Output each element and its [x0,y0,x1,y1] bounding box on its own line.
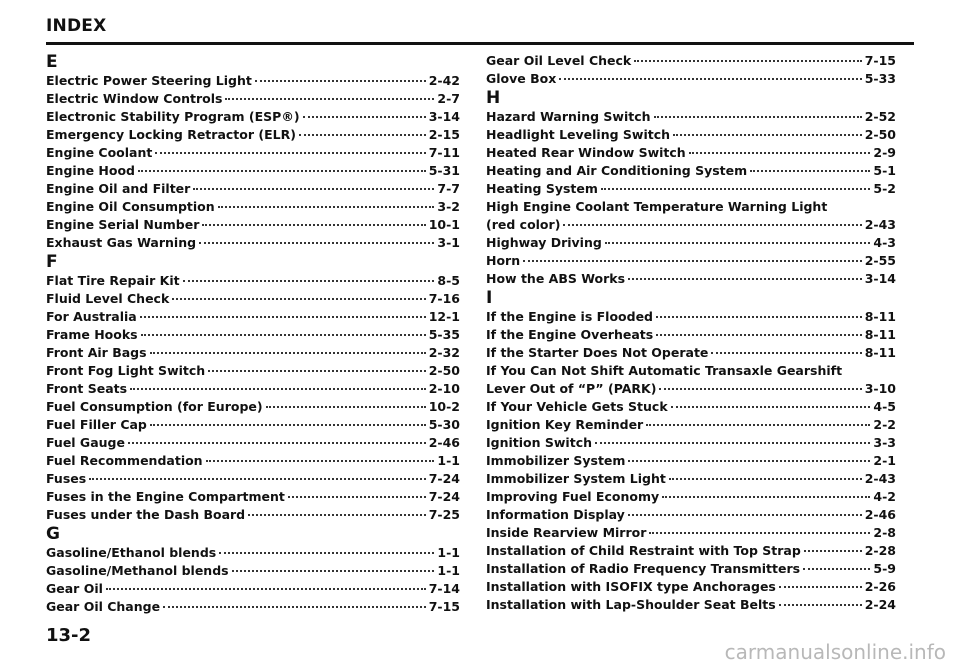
index-column-right [486,52,896,614]
index-entry-page: 2-10 [428,381,460,396]
index-entry-page: 2-28 [864,543,896,558]
index-entry-page: 3-3 [873,435,896,450]
section-letter-h: H [486,88,501,108]
index-entry-title: If the Engine Overheats [486,327,654,342]
index-entry-page: 7-15 [864,53,896,68]
dot-leader [206,460,435,462]
index-entry-page: 5-35 [428,327,460,342]
index-entry-title: Fuel Filler Cap [46,417,147,432]
dot-leader [750,170,870,172]
dot-leader [649,532,870,534]
header-rule [46,42,914,45]
dot-leader [601,188,871,190]
index-entry [486,560,896,578]
dot-leader [804,550,862,552]
index-entry-page: 7-14 [428,581,460,596]
section-e-entries [46,72,460,252]
index-entry [46,144,460,162]
index-entry [486,380,896,398]
index-entry-page: 7-24 [428,471,460,486]
index-entry [46,234,460,252]
index-entry-title: Engine Oil Consumption [46,199,215,214]
index-entry [486,162,896,180]
index-entry [486,470,896,488]
index-entry [486,344,896,362]
index-entry [46,216,460,234]
index-entry-page: 2-55 [864,253,896,268]
index-entry [486,126,896,144]
index-entry [46,72,460,90]
index-entry-title: Flat Tire Repair Kit [46,273,180,288]
dot-leader [218,206,435,208]
index-entry-page: 8-5 [437,273,460,288]
dot-leader [172,298,425,300]
index-entry-page: 2-43 [864,471,896,486]
index-entry [486,596,896,614]
index-entry-page: 3-1 [437,235,460,250]
index-entry-page: 7-24 [428,489,460,504]
index-entry [46,308,460,326]
index-entry-title: Gasoline/Ethanol blends [46,545,217,560]
index-entry-title: Emergency Locking Retractor (ELR) [46,127,296,142]
index-entry-title: How the ABS Works [486,271,626,286]
index-entry [46,162,460,180]
index-entry-page: 4-5 [873,399,896,414]
dot-leader [605,242,871,244]
dot-leader [779,586,862,588]
index-entry [486,70,896,88]
index-entry-title: For Australia [46,309,137,324]
section-g-entries [46,544,460,616]
index-entry-title: Engine Coolant [46,145,153,160]
dot-leader [595,442,870,444]
dot-leader [523,260,862,262]
index-entry-page: 10-1 [428,217,460,232]
dot-leader [711,352,861,354]
index-entry [46,326,460,344]
index-entry-title: Fuel Consumption (for Europe) [46,399,263,414]
index-entry [46,434,460,452]
index-entry [486,488,896,506]
index-entry [46,506,460,524]
index-entry-page: 7-16 [428,291,460,306]
index-entry-title: Engine Serial Number [46,217,200,232]
index-entry-title: Fuses under the Dash Board [46,507,246,522]
index-entry-page: 2-15 [428,127,460,142]
index-entry-title: Inside Rearview Mirror [486,525,647,540]
dot-leader [628,460,870,462]
index-entry-page: 2-46 [428,435,460,450]
index-entry-title: Heating and Air Conditioning System [486,163,748,178]
index-entry-title: Electronic Stability Program (ESP®) [46,109,300,124]
index-entry-title: Installation of Radio Frequency Transmitters [486,561,801,576]
index-entry-title: Front Air Bags [46,345,147,360]
index-entry-page: 5-1 [873,163,896,178]
index-entry-title: Engine Hood [46,163,135,178]
index-entry [46,290,460,308]
dot-leader [219,552,434,554]
index-entry-page: 8-11 [864,327,896,342]
dot-leader [671,406,871,408]
dot-leader [106,588,426,590]
dot-leader [193,188,434,190]
index-entry [46,272,460,290]
dot-leader [656,316,862,318]
index-entry-page: 1-1 [437,453,460,468]
index-entry-title: Gear Oil Level Check [486,53,632,68]
index-entry-title: Fuses in the Engine Compartment [46,489,285,504]
index-entry [486,144,896,162]
index-entry-page: 2-24 [864,597,896,612]
dot-leader [628,514,862,516]
index-entry-title: Installation with ISOFIX type Anchorages [486,579,776,594]
index-entry [46,380,460,398]
dot-leader [255,80,426,82]
index-entry-title: Frame Hooks [46,327,138,342]
index-entry [46,562,460,580]
index-column-left [46,52,460,616]
index-entry-title: Installation of Child Restraint with Top Strap [486,543,801,558]
index-entry-title: Glove Box [486,71,557,86]
index-entry [486,270,896,288]
dot-leader [183,280,435,282]
index-entry-page: 2-2 [873,417,896,432]
dot-leader [559,78,861,80]
index-entry [486,506,896,524]
index-entry [46,416,460,434]
dot-leader [689,152,871,154]
index-entry-page: 1-1 [437,563,460,578]
index-entry-page: 2-52 [864,109,896,124]
index-entry-page: 5-30 [428,417,460,432]
dot-leader [563,224,861,226]
index-entry [46,398,460,416]
index-entry-page: 2-42 [428,73,460,88]
index-entry-title: Exhaust Gas Warning [46,235,197,250]
index-entry [46,198,460,216]
section-letter-f: F [46,252,58,272]
index-entry [46,598,460,616]
dot-leader [128,442,426,444]
index-entry-title: Heating System [486,181,598,196]
watermark: carmanualsonline.info [724,640,946,664]
index-entry-title: Heated Rear Window Switch [486,145,686,160]
index-entry-title: Ignition Key Reminder [486,417,644,432]
index-entry-title: Information Display [486,507,625,522]
dot-leader [150,424,426,426]
index-entry [486,542,896,560]
index-entry [46,470,460,488]
dot-leader [232,570,435,572]
index-entry-page: 4-3 [873,235,896,250]
dot-leader [646,424,870,426]
index-entry-page: 3-10 [864,381,896,396]
index-entry [46,108,460,126]
index-entry-page: 3-14 [428,109,460,124]
index-entry-page: 2-8 [873,525,896,540]
index-entry-page: 2-50 [864,127,896,142]
dot-leader [140,316,426,318]
index-entry-line: High Engine Coolant Temperature Warning Light [486,199,828,214]
index-entry-title: (red color) [486,217,561,232]
page-number: 13-2 [46,625,92,646]
index-entry-page: 2-50 [428,363,460,378]
section-g-continued-entries [486,52,896,88]
index-entry-page: 7-15 [428,599,460,614]
index-entry-page: 2-9 [873,145,896,160]
index-entry [46,362,460,380]
index-entry-page: 10-2 [428,399,460,414]
index-entry [46,452,460,470]
index-entry-title: Front Seats [46,381,128,396]
section-letter-i: I [486,288,493,308]
dot-leader [628,278,862,280]
section-f-entries [46,272,460,524]
index-entry-title: Horn [486,253,521,268]
dot-leader [303,116,426,118]
index-entry [486,326,896,344]
index-entry-title: Installation with Lap-Shoulder Seat Belts [486,597,776,612]
section-letter-e: E [46,52,58,72]
dot-leader [656,334,862,336]
index-entry-title: Electric Power Steering Light [46,73,252,88]
index-entry-page: 2-43 [864,217,896,232]
index-entry [486,180,896,198]
dot-leader [662,496,870,498]
dot-leader [199,242,434,244]
index-entry-page: 5-9 [873,561,896,576]
dot-leader [163,606,426,608]
dot-leader [669,478,862,480]
index-entry-page: 7-25 [428,507,460,522]
dot-leader [130,388,426,390]
index-entry-page: 7-11 [428,145,460,160]
index-entry-title: Fluid Level Check [46,291,170,306]
dot-leader [150,352,426,354]
index-entry-title: If Your Vehicle Gets Stuck [486,399,668,414]
index-entry [486,252,896,270]
index-entry [486,234,896,252]
index-entry-page: 2-26 [864,579,896,594]
dot-leader [803,568,870,570]
index-entry-line: If You Can Not Shift Automatic Transaxle Gearshift [486,363,843,378]
index-entry-title: Hazard Warning Switch [486,109,651,124]
index-entry-title: If the Starter Does Not Operate [486,345,709,360]
index-entry [46,488,460,506]
index-entry-title: Improving Fuel Economy [486,489,660,504]
dot-leader [208,370,426,372]
index-entry [486,524,896,542]
section-letter-g: G [46,524,60,544]
index-entry-page: 3-2 [437,199,460,214]
index-entry-title: Front Fog Light Switch [46,363,206,378]
index-entry [486,452,896,470]
dot-leader [141,334,426,336]
index-entry [486,398,896,416]
section-h-entries [486,108,896,288]
index-entry-page: 8-11 [864,345,896,360]
dot-leader [659,388,861,390]
index-entry [486,308,896,326]
dot-leader [634,60,862,62]
index-entry [486,216,896,234]
dot-leader [299,134,426,136]
index-entry-title: Immobilizer System Light [486,471,666,486]
dot-leader [288,496,426,498]
index-entry-page: 4-2 [873,489,896,504]
index-entry-page: 7-7 [437,181,460,196]
index-entry-page: 3-14 [864,271,896,286]
index-entry-page: 2-1 [873,453,896,468]
dot-leader [155,152,425,154]
dot-leader [266,406,426,408]
index-header: INDEX [46,16,107,36]
dot-leader [225,98,434,100]
index-entry [486,578,896,596]
dot-leader [779,604,862,606]
index-entry-title: Lever Out of “P” (PARK) [486,381,657,396]
dot-leader [138,170,426,172]
dot-leader [248,514,426,516]
index-entry [46,580,460,598]
index-entry-title: Gear Oil [46,581,103,596]
index-entry-page: 2-7 [437,91,460,106]
index-entry [486,434,896,452]
index-entry [46,90,460,108]
index-entry-page: 8-11 [864,309,896,324]
dot-leader [673,134,862,136]
index-entry-title: Gasoline/Methanol blends [46,563,229,578]
dot-leader [202,224,425,226]
index-entry [486,108,896,126]
index-entry-title: If the Engine is Flooded [486,309,653,324]
index-entry [486,52,896,70]
index-entry [46,180,460,198]
index-entry-title: Ignition Switch [486,435,592,450]
index-entry-title: Engine Oil and Filter [46,181,191,196]
index-entry-title: Fuses [46,471,87,486]
section-i-entries [486,308,896,614]
dot-leader [89,478,426,480]
index-entry-title: Immobilizer System [486,453,626,468]
dot-leader [654,116,862,118]
index-entry-page: 2-46 [864,507,896,522]
index-entry [46,126,460,144]
index-entry-title: Fuel Recommendation [46,453,203,468]
index-entry-title: Headlight Leveling Switch [486,127,671,142]
index-entry-title: Highway Driving [486,235,602,250]
index-entry [486,416,896,434]
index-entry-page: 5-31 [428,163,460,178]
index-entry-page: 5-33 [864,71,896,86]
index-entry-page: 2-32 [428,345,460,360]
index-entry-title: Fuel Gauge [46,435,125,450]
index-entry-title: Electric Window Controls [46,91,223,106]
index-entry-page: 1-1 [437,545,460,560]
index-entry [46,544,460,562]
index-entry-page: 12-1 [428,309,460,324]
index-entry-page: 5-2 [873,181,896,196]
index-entry-title: Gear Oil Change [46,599,161,614]
index-entry [46,344,460,362]
